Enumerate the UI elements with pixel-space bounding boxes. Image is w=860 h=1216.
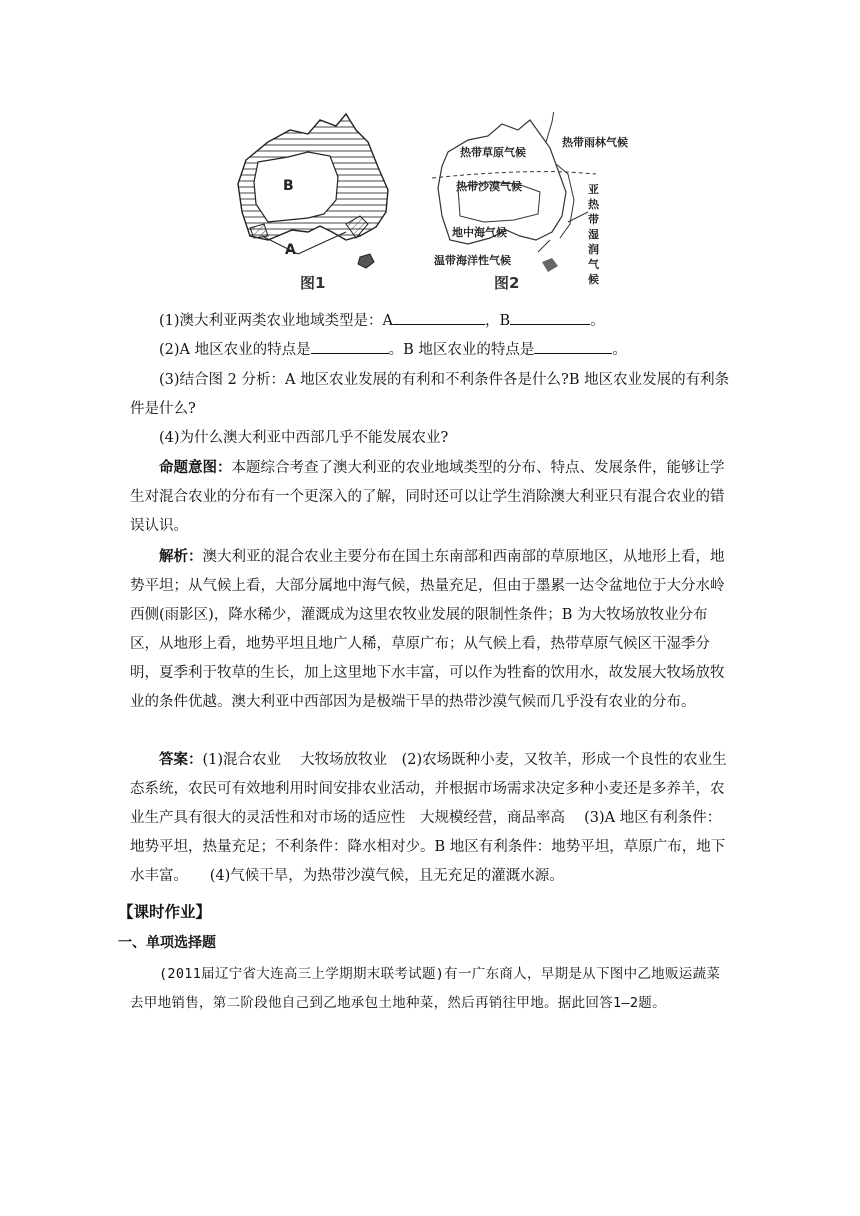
answer-text: (1)混合农业 大牧场放牧业 (2)农场既种小麦，又牧羊，形成一个良性的农业生态系统，农民可有效地利用时间安排农业活动，并根据市场需求决定多种小麦还是多养羊，农业生产具有很大的灵活性和对市场的适应性 大规模经营，商品率高 (3)A 地区有利条件：地势平坦，热量充足；不利条件：降水相对少。B 地区有利条件：地势平坦，草原广布，地下水丰富。 (4)气候干旱，为热带沙漠气候，且无充足的灌溉水源。 (130, 752, 727, 884)
intent-label: 命题意图： (159, 459, 232, 476)
map2-tropical-desert: 热带沙漠气候 (456, 180, 522, 193)
figure-1-map (228, 112, 428, 277)
map2-mediterranean: 地中海气候 (452, 226, 507, 239)
map1-label-a: A (285, 242, 296, 258)
analysis-label: 解析： (159, 548, 203, 565)
answer-paragraph (130, 745, 730, 891)
blank-2a (311, 339, 389, 354)
figure-1-caption: 图1 (300, 274, 326, 292)
blank-1a (393, 310, 485, 325)
figure-group (228, 112, 648, 302)
blank-2b (534, 339, 612, 354)
question-4: (4)为什么澳大利亚中西部几乎不能发展农业? (159, 430, 449, 446)
map1-label-b: B (283, 178, 294, 194)
blank-1b (510, 310, 590, 325)
map2-tropical-grassland: 热带草原气候 (460, 146, 526, 159)
figure-2-caption: 图2 (494, 274, 520, 292)
analysis-text: 澳大利亚的混合农业主要分布在国土东南部和西南部的草原地区，从地形上看，地势平坦；从气候上看，大部分属地中海气候，热量充足，但由于墨累一达令盆地位于大分水岭西侧(雨影区)，降水稀少，灌溉成为这里农牧业发展的限制性条件；B 为大牧场放牧业分布区，从地形上看，地势平坦且地广人稀，草原广布；从气候上看，热带草原气候区干湿季分明，夏季利于牧草的生长，加上这里地下水丰富，可以作为牲畜的饮用水，故发展大牧场放牧业的条件优越。澳大利亚中西部因为是极端干旱的热带沙漠气候而几乎没有农业的分布。 (130, 549, 725, 710)
map2-temperate-maritime: 温带海洋性气候 (434, 254, 511, 267)
intent-text: 本题综合考查了澳大利亚的农业地域类型的分布、特点、发展条件，能够让学生对混合农业的分布有一个更深入的了解，同时还可以让学生消除澳大利亚只有混合农业的错误认识。 (130, 460, 725, 534)
question-2: (2)A 地区农业的特点是 。B 地区农业的特点是 。 (130, 336, 730, 365)
homework-intro: (2011届辽宁省大连高三上学期期末联考试题)有一广东商人，早期是从下图中乙地贩运蔬菜去甲地销售，第二阶段他自己到乙地承包土地种菜，然后再销往甲地。据此回答1—2题。 (130, 966, 721, 1011)
answer-label: 答案： (159, 751, 203, 768)
section-title: 一、单项选择题 (118, 935, 216, 951)
intent-paragraph (130, 453, 730, 541)
map2-tropical-rainforest: 热带雨林气候 (562, 136, 628, 149)
homework-heading: 【课时作业】 (118, 903, 212, 921)
map2-subtropical-humid: 亚热带湿润气候 (588, 183, 599, 286)
question-3: (3)结合图 2 分析：A 地区农业发展的有利和不利条件各是什么?B 地区农业发展的有利条件是什么? (130, 372, 730, 417)
question-1: (1)澳大利亚两类农业地域类型是：A ，B 。 (130, 307, 730, 336)
analysis-paragraph (130, 542, 730, 717)
